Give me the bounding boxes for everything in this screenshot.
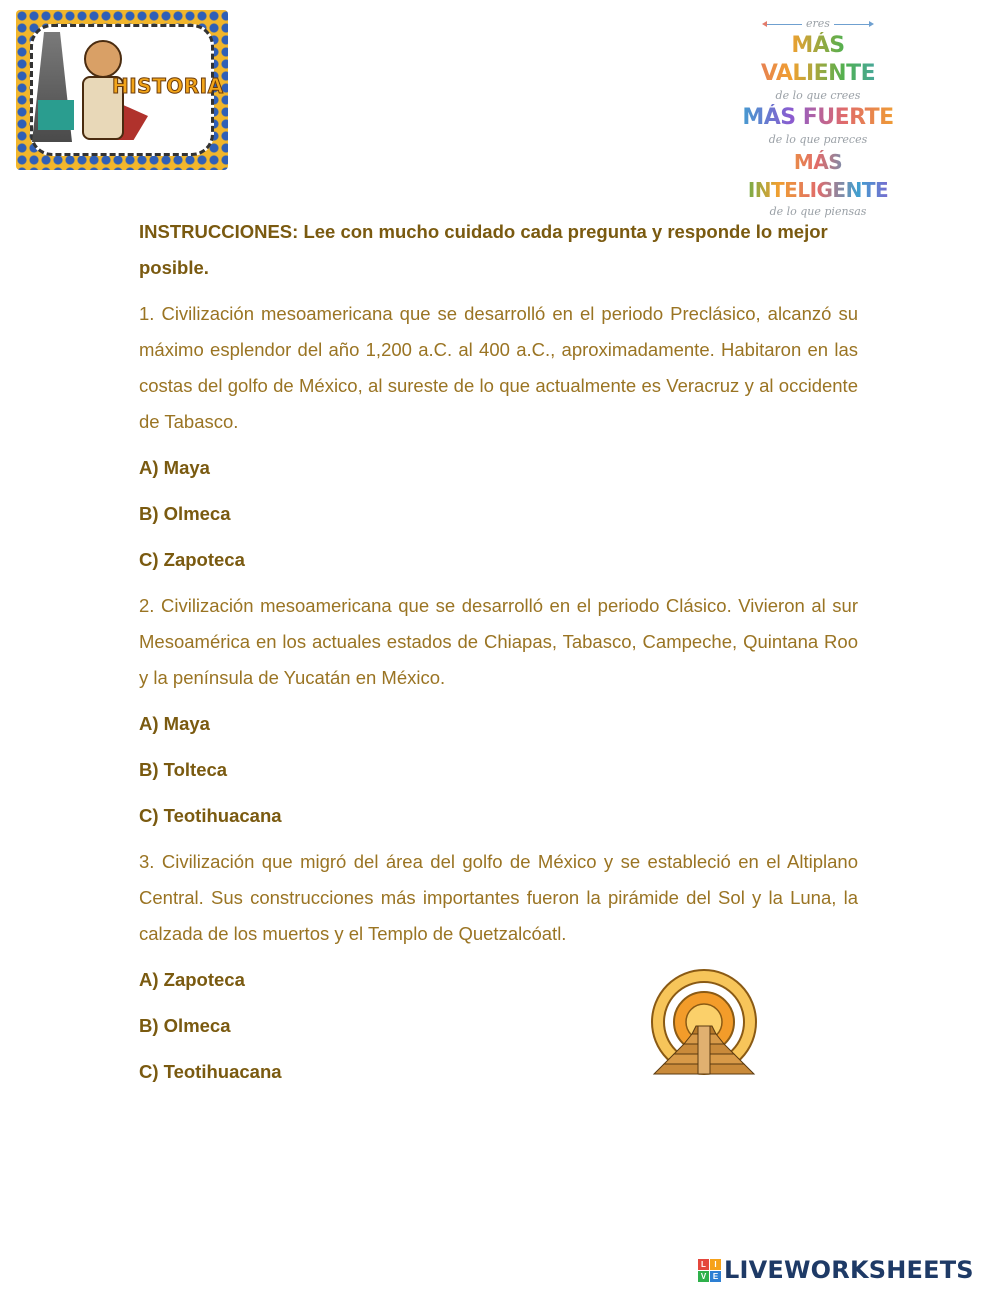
eres-text: eres [806, 17, 830, 30]
q1-option-b[interactable]: B) Olmeca [139, 503, 231, 524]
logo-tile: I [710, 1259, 721, 1270]
q2-option-b[interactable]: B) Tolteca [139, 759, 228, 780]
question-3: 3. Civilización que migró del área del golfo de México y se estableció en el Altiplano Central. Sus construcciones más importantes fueron la pirámide del Sol y la Luna, la calzada de los muertos y el Templo de Quetzalcóatl. [139, 851, 858, 944]
eres-row [738, 2, 898, 32]
q3-option-a[interactable]: A) Zapoteca [139, 969, 245, 990]
poster-line-piensas: de lo que piensas [769, 205, 867, 218]
instructions: INSTRUCCIONES: Lee con mucho cuidado cada pregunta y responde lo mejor posible. [139, 221, 828, 278]
logo-tile: V [698, 1271, 709, 1282]
logo-tiles-icon [698, 1259, 721, 1282]
q1-option-c[interactable]: C) Zapoteca [139, 549, 245, 570]
liveworksheets-logo[interactable] [698, 1254, 974, 1286]
sun-pyramid-image [640, 964, 768, 1090]
warrior-head [84, 40, 122, 78]
q3-option-b[interactable]: B) Olmeca [139, 1015, 231, 1036]
poster-line-fuerte: MÁS FUERTE [738, 104, 898, 132]
historia-header-image [16, 10, 228, 170]
question-1: 1. Civilización mesoamericana que se desarrolló en el periodo Preclásico, alcanzó su máximo esplendor del año 1,200 a.C. al 400 a.C., aproximadamente. Habitaron en las costas del golfo de México, al sureste de lo que actualmente es Veracruz y al occidente de Tabasco. [139, 303, 858, 432]
q1-option-a[interactable]: A) Maya [139, 457, 210, 478]
poster-line-crees: de lo que crees [775, 89, 861, 102]
poster-line-valiente: MÁS VALIENTE [738, 32, 898, 88]
brand-name: LIVEWORKSHEETS [724, 1256, 974, 1284]
logo-tile: E [710, 1271, 721, 1282]
poster-line-pareces: de lo que pareces [768, 133, 868, 146]
poster-line-inteligente: MÁS INTELIGENTE [738, 148, 898, 204]
motivational-poster [738, 2, 898, 218]
question-2: 2. Civilización mesoamericana que se desarrolló en el periodo Clásico. Vivieron al sur Mesoamérica en los actuales estados de Chiapas, Tabasco, Campeche, Quintana Roo y la península de Yucatán en México. [139, 595, 858, 688]
q2-option-a[interactable]: A) Maya [139, 713, 210, 734]
logo-tile: L [698, 1259, 709, 1270]
historia-title: HISTORIA [112, 74, 224, 98]
q2-option-c[interactable]: C) Teotihuacana [139, 805, 282, 826]
decorative-tile [38, 100, 74, 130]
arrow-left-icon [764, 24, 802, 25]
arrow-right-icon [834, 24, 872, 25]
q3-option-c[interactable]: C) Teotihuacana [139, 1061, 282, 1082]
